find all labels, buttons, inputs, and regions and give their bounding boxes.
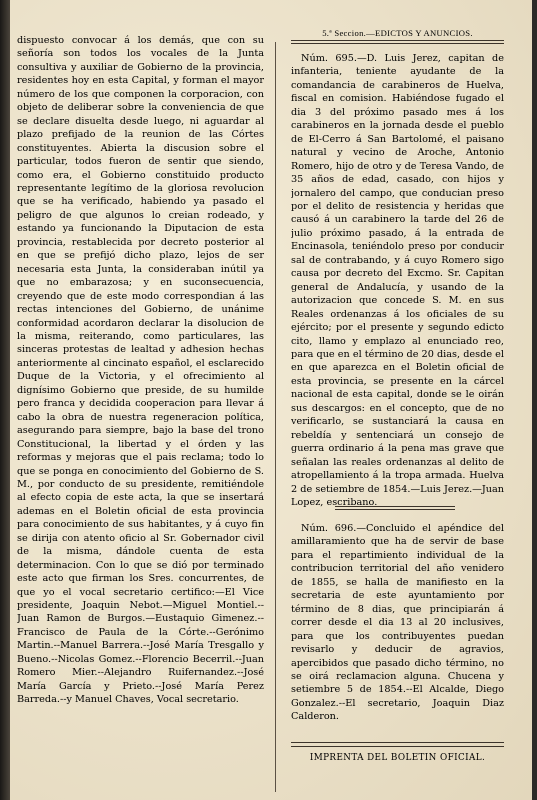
header-rule-top — [291, 40, 504, 41]
section-header: 5.ª Seccion.—EDICTOS Y ANUNCIOS. — [322, 28, 473, 38]
separator-rule-2 — [335, 509, 455, 510]
separator-rule — [335, 506, 455, 507]
column-divider — [275, 42, 276, 792]
edict-695: Núm. 695.—D. Luis Jerez, capitan de infanteria, teniente ayudante de la comandancia de carabineros de Huelva, fiscal en comision. Habiéndose fugado el dia 3 del próximo pasado mes á los carabineros en la jornada desde el pueblo de El-Cerro á San Bartolomé, el paisano natural y vecino de Aroche, Antonio Romero, hijo de otro y de Teresa Vando, de 35 años de edad, casado, con hijos y jornalero del campo, que conducian preso por el delito de resistencia y heridas que causó á un carabinero la tarde del 26 de julio próximo pasado, á la entrada de Encinasola, teniéndolo preso por conducir sal de contrabando, y á cuyo Romero sigo causa por decreto del Excmo. Sr. Capitan general de Andalucía, y usando de la autorizacion que concede S. M. en sus Reales ordenanzas á los oficiales de su ejército; por el presente y segundo edicto cito, llamo y emplazo al enunciado reo, para que en el término de 20 dias, desde el en que aparezca en el Boletin oficial de esta provincia, se presente en la cárcel nacional de esta capital, donde se le oirán sus descargos: en el concepto, que de no verificarlo, se sustanciará la causa en rebeldía y sentenciará un consejo de guerra ordinario á la pena mas grave que señalan las reales ordenanzas al delito de atropellamiento á la tropa armada. Huelva 2 de setiembre de 1854.—Luis Jerez.—Juan Lopez, escribano. — [291, 53, 504, 508]
footer-double-rule — [291, 742, 504, 747]
left-column — [17, 34, 264, 707]
notice-696: Núm. 696.—Concluido el apéndice del amillaramiento que ha de servir de base para el repartimiento individual de la contribucion territorial del año venidero de 1855, se halla de manifiesto en la secretaria de este ayuntamiento por término de 8 dias, que principiarán á correr desde el dia 13 al 20 inclusives, para que los contribuyentes puedan revisarlo y deducir de agravios, apercibidos que pasado dicho término, no se oirá reclamacion alguna. Chucena y setiembre 5 de 1854.--El Alcalde, Diego Gonzalez.--El secretario, Joaquin Diaz Calderon. — [291, 523, 504, 723]
page-edge-shadow — [0, 0, 10, 800]
header-rule-bottom — [291, 43, 504, 44]
left-column-text: dispuesto convocar á los demás, que con su señoría son todos los vocales de la Junta consultiva y auxiliar de Gobierno de la provincia, residentes hoy en esta Capital, y forman el mayor número de los que componen la corporacion, con objeto de deliberar sobre la conveniencia de que se declare disuelta desde luego, ni aguardar al plazo prefijado de la reunion de las Córtes constituyentes. Abierta la discusion sobre el particular, todos fueron de sentir que siendo, como era, el Gobierno constituido producto representante legítimo de la gloriosa revolucion que se ha verificado, habiendo ya pasado el peligro de que algunos lo creian rodeado, y estando ya funcionando la Diputacion de esta provincia, restablecida por decreto posterior al en que se prefijó dicho plazo, lejos de ser necesaria esta Junta, la consideraban inútil ya que no embarazosa; y en suconsecuencia, creyendo que de este modo correspondian á las rectas intenciones del Gobierno, de unánime conformidad acordaron declarar la disolucion de la misma, reiterando, como particulares, las sinceras protestas de lealtad y adhesion hechas anteriormente al cincinato español, el esclarecido Duque de la Victoria, y el ofrecimiento al dignísimo Gobierno que preside, de su humilde pero franca y decidida cooperacion para llevar á cabo la obra de nuestra regeneracion política, asegurando para siempre, bajo la base del trono Constitucional, la libertad y el órden y las reformas y mejoras que el pais reclama; todo lo que se ponga en conocimiento del Gobierno de S. M., por conducto de su presidente, remitiéndole al efecto copia de este acta, la que se insertará ademas en el Boletin oficial de esta provincia para conocimiento de sus habitantes, y á cuyo fin se dirija con atento oficio al Sr. Gobernador civil de la misma, dándole cuenta de esta determinacion. Con lo que se dió por terminado este acto que firman los Sres. concurrentes, de que yo el vocal secretario certifico:—El Vice presidente, Joaquin Nebot.—Miguel Montiel.--Juan Ramon de Burgos.—Eustaquio Gimenez.--Francisco de Paula de la Córte.--Gerónimo Martin.--Manuel Barrera.--José María Tresgallo y Bueno.--Nicolas Gomez.--Florencio Becerril.--Juan Romero Mier.--Alejandro Ruifernandez.--José María García y Prieto.--José María Perez Barreda.--y Manuel Chaves, Vocal secretario. — [17, 35, 264, 706]
right-column — [291, 52, 504, 509]
right-column-lower — [291, 522, 504, 724]
imprint-line: IMPRENTA DEL BOLETIN OFICIAL. — [309, 753, 486, 763]
